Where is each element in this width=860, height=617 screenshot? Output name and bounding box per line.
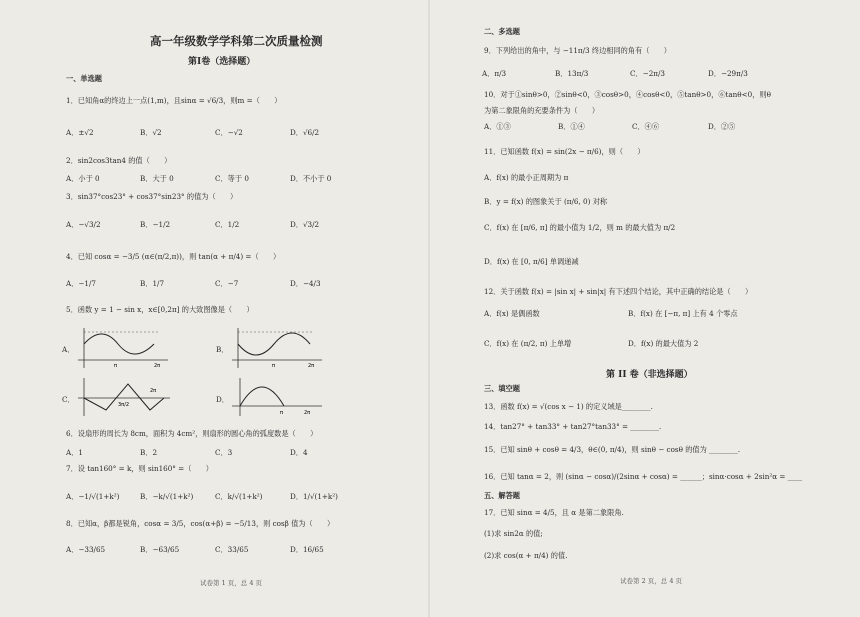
q11-option-d: D．f(x) 在 [0, π/6] 单调递减 xyxy=(484,257,579,266)
question-15: 15．已知 sinθ + cosθ = 4/3，θ∈(0, π/4)，则 sinθ − cosθ 的值为 ________. xyxy=(484,445,741,454)
q12-option-d: D．f(x) 的最大值为 2 xyxy=(628,339,699,348)
q9-option-c: C．−2π/3 xyxy=(630,69,666,78)
q1-option-d: D．√6/2 xyxy=(290,128,320,137)
q4-option-a: A．−1/7 xyxy=(66,279,96,288)
svg-text:3π/2: 3π/2 xyxy=(118,402,130,408)
question-5: 5．函数 y = 1 − sin x，x∈[0,2π] 的大致图像是（ ） xyxy=(66,305,254,314)
q3-option-b: B．−1/2 xyxy=(140,220,171,229)
q2-option-c: C．等于 0 xyxy=(215,174,249,183)
q9-option-b: B．13π/3 xyxy=(555,69,589,78)
question-7: 7．设 tan160° = k，则 sin160° =（ ） xyxy=(66,464,213,473)
q4-option-c: C．−7 xyxy=(215,279,239,288)
svg-text:2π: 2π xyxy=(308,363,315,369)
question-1: 1．已知角α的终边上一点(1,m)，且sinα = √6/3，则m =（ ） xyxy=(66,96,282,105)
q10-option-b: B．①④ xyxy=(558,122,585,131)
q9-option-a: A．π/3 xyxy=(482,69,507,78)
q7-option-b: B．−k/√(1+k²) xyxy=(140,492,194,501)
q5-graph-a xyxy=(74,326,170,370)
q1-option-c: C．−√2 xyxy=(215,128,243,137)
q10-option-a: A．①③ xyxy=(484,122,511,131)
q1-option-a: A．±√2 xyxy=(66,128,94,137)
q5-option-c: C． xyxy=(62,395,75,404)
question-3: 3．sin37°cos23° + cos37°sin23° 的值为（ ） xyxy=(66,192,238,201)
question-17: 17．已知 sinα = 4/5，且 α 是第二象限角. xyxy=(484,508,624,517)
q6-option-b: B．2 xyxy=(140,448,158,457)
question-9: 9．下列给出的角中，与 −11π/3 终边相同的角有（ ） xyxy=(484,46,671,55)
q6-option-c: C．3 xyxy=(215,448,233,457)
q11-option-a: A．f(x) 的最小正周期为 π xyxy=(484,173,569,182)
q2-option-b: B．大于 0 xyxy=(140,174,174,183)
question-13: 13．函数 f(x) = √(cos x − 1) 的定义域是________. xyxy=(484,402,653,411)
svg-text:π: π xyxy=(272,363,276,369)
exam-title: 高一年级数学学科第二次质量检测 xyxy=(150,34,323,48)
q7-option-a: A．−1/√(1+k²) xyxy=(66,492,120,501)
question-16: 16．已知 tanα = 2，则 (sinα − cosα)/(2sinα + cosα) = ______；sinα·cosα + 2sin²α = ____ xyxy=(484,472,803,481)
q5-graph-b xyxy=(228,326,324,370)
q10-option-c: C．④⑥ xyxy=(632,122,660,131)
q5-option-a: A． xyxy=(62,345,75,354)
question-8: 8．已知α，β都是锐角，cosα = 3/5，cos(α+β) = −5/13，则 cosβ 值为（ ） xyxy=(66,519,335,528)
question-6: 6．设扇形的周长为 8cm，面积为 4cm²，则扇形的圆心角的弧度数是（ ） xyxy=(66,429,318,438)
question-17-part1: (1)求 sin2α 的值; xyxy=(484,529,543,538)
q8-option-d: D．16/65 xyxy=(290,545,324,554)
q5-option-b: B． xyxy=(216,345,229,354)
q12-option-a: A．f(x) 是偶函数 xyxy=(484,309,540,318)
question-2: 2．sin2cos3tan4 的值（ ） xyxy=(66,156,172,165)
q6-option-d: D．4 xyxy=(290,448,308,457)
svg-text:2π: 2π xyxy=(154,363,161,369)
part2-heading: 第 II 卷（非选择题） xyxy=(606,370,693,380)
q2-option-d: D．不小于 0 xyxy=(290,174,332,183)
q9-option-d: D．−29π/3 xyxy=(708,69,748,78)
q3-option-d: D．√3/2 xyxy=(290,220,320,229)
q8-option-b: B．−63/65 xyxy=(140,545,180,554)
part1-heading: 第Ⅰ卷（选择题） xyxy=(188,57,256,67)
q2-option-a: A．小于 0 xyxy=(66,174,100,183)
q1-option-b: B．√2 xyxy=(140,128,162,137)
q6-option-a: A．1 xyxy=(66,448,83,457)
q11-option-c: C．f(x) 在 [π/6, π] 的最小值为 1/2，则 m 的最大值为 π/2 xyxy=(484,223,676,232)
q10-option-d: D．②⑤ xyxy=(708,122,736,131)
svg-text:2π: 2π xyxy=(304,410,311,416)
question-10: 10．对于①sinθ>0，②sinθ<0，③cosθ>0，④cosθ<0，⑤tanθ>0，⑥tanθ<0，则θ xyxy=(484,90,771,99)
question-10-cont: 为第二象限角的充要条件为（ ） xyxy=(484,106,600,115)
exam-page-2 xyxy=(430,0,860,617)
q5-graph-d xyxy=(228,376,324,418)
q3-option-c: C．1/2 xyxy=(215,220,240,229)
q8-option-a: A．−33/65 xyxy=(66,545,106,554)
q7-option-d: D．1/√(1+k²) xyxy=(290,492,338,501)
q12-option-c: C．f(x) 在 (π/2, π) 上单增 xyxy=(484,339,572,348)
page-footer-2: 试卷第 2 页，总 4 页 xyxy=(620,577,683,585)
q12-option-b: B．f(x) 在 [−π, π] 上有 4 个零点 xyxy=(628,309,738,318)
q4-option-b: B．1/7 xyxy=(140,279,165,288)
question-11: 11．已知函数 f(x) = sin(2x − π/6)，则（ ） xyxy=(484,147,645,156)
question-17-part2: (2)求 cos(α + π/4) 的值. xyxy=(484,551,568,560)
q3-option-a: A．−√3/2 xyxy=(66,220,101,229)
q11-option-b: B．y = f(x) 的图象关于 (π/6, 0) 对称 xyxy=(484,197,608,206)
svg-text:π: π xyxy=(114,363,118,369)
q4-option-d: D．−4/3 xyxy=(290,279,321,288)
section1-heading: 一、单选题 xyxy=(66,74,102,83)
svg-text:π: π xyxy=(280,410,284,416)
q5-graph-c xyxy=(74,376,174,418)
question-14: 14．tan27° + tan33° + tan27°tan33° = ________. xyxy=(484,422,662,431)
q7-option-c: C．k/√(1+k²) xyxy=(215,492,263,501)
section3-heading: 三、填空题 xyxy=(484,384,520,393)
section2-heading: 二、多选题 xyxy=(484,27,520,36)
q5-option-d: D． xyxy=(216,395,229,404)
question-4: 4．已知 cosα = −3/5 (α∈(π/2,π))，则 tan(α + π/4) =（ ） xyxy=(66,252,281,261)
section4-heading: 五、解答题 xyxy=(484,491,520,500)
page-footer-1: 试卷第 1 页，总 4 页 xyxy=(200,579,263,587)
q8-option-c: C．33/65 xyxy=(215,545,249,554)
question-12: 12．关于函数 f(x) = |sin x| + sin|x| 有下述四个结论，其中正确的结论是（ ） xyxy=(484,287,753,296)
svg-text:2π: 2π xyxy=(150,388,157,394)
